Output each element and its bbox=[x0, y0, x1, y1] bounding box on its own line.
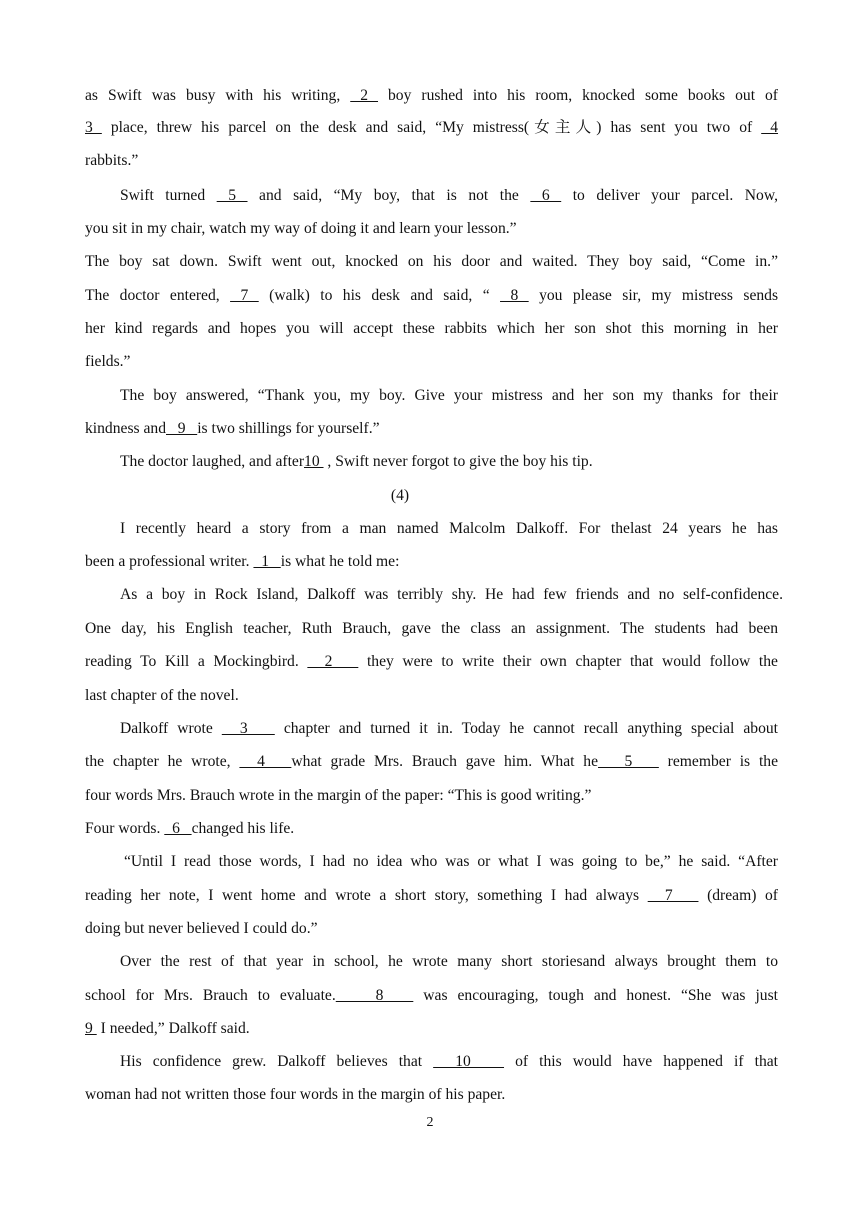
text-line bbox=[120, 952, 778, 972]
answer-blank: 4 bbox=[239, 753, 292, 770]
text-line bbox=[120, 519, 778, 539]
text-segment: The boy sat down. Swift went out, knocked on his door and waited. They boy said, “Come in.” bbox=[85, 253, 778, 270]
answer-blank: 5 bbox=[216, 187, 248, 204]
section-number bbox=[0, 486, 800, 506]
answer-blank: 3 bbox=[221, 720, 275, 737]
text-segment: The doctor entered, bbox=[85, 287, 231, 304]
text-line bbox=[85, 319, 778, 339]
text-line bbox=[120, 186, 778, 206]
text-segment: changed his life. bbox=[191, 820, 295, 837]
text-segment: doing but never believed I could do.” bbox=[85, 920, 318, 937]
text-line bbox=[85, 151, 778, 171]
text-segment: kindness and bbox=[85, 420, 166, 437]
text-segment: her kind regards and hopes you will accept these rabbits which her son shot this morning in her bbox=[85, 320, 778, 337]
answer-blank: 10 bbox=[304, 453, 324, 470]
text-segment: reading her note, I went home and wrote a short story, something I had always bbox=[85, 887, 648, 904]
text-segment: rabbits.” bbox=[85, 152, 139, 169]
text-line bbox=[120, 719, 778, 739]
text-line bbox=[85, 986, 778, 1006]
text-segment: last chapter of the novel. bbox=[85, 687, 239, 704]
text-segment: place, threw his parcel on the desk and said, “My mistress(女主人) has sent you two of bbox=[101, 119, 762, 136]
answer-blank: 7 bbox=[230, 287, 259, 304]
text-segment: (4) bbox=[390, 487, 410, 504]
text-line bbox=[85, 886, 778, 906]
answer-blank: 6 bbox=[530, 187, 562, 204]
text-line bbox=[85, 352, 778, 372]
text-line bbox=[120, 585, 783, 605]
text-line bbox=[85, 419, 778, 439]
text-segment: and said, “My boy, that is not the bbox=[247, 187, 531, 204]
text-segment: Four words. bbox=[85, 820, 165, 837]
text-line bbox=[85, 1019, 778, 1039]
text-segment: I recently heard a story from a man named Malcolm Dalkoff. For thelast 24 years he has bbox=[120, 520, 778, 537]
answer-blank: 9 bbox=[166, 420, 198, 437]
text-line bbox=[85, 86, 778, 106]
text-segment: boy rushed into his room, knocked some books out of bbox=[378, 87, 778, 104]
text-segment: Dalkoff wrote bbox=[120, 720, 222, 737]
text-segment: The boy answered, “Thank you, my boy. Give your mistress and her son my thanks for their bbox=[120, 387, 778, 404]
text-segment: His confidence grew. Dalkoff believes that bbox=[120, 1053, 434, 1070]
answer-blank: 6 bbox=[164, 820, 192, 837]
answer-blank: 9 bbox=[85, 1020, 97, 1037]
text-segment: is two shillings for yourself.” bbox=[197, 420, 380, 437]
text-segment: is what he told me: bbox=[280, 553, 400, 570]
text-segment: you please sir, my mistress sends bbox=[528, 287, 779, 304]
page-number: 2 bbox=[426, 1115, 434, 1130]
text-line bbox=[85, 786, 778, 806]
answer-blank: 8 bbox=[500, 287, 529, 304]
text-line bbox=[85, 552, 778, 572]
text-line bbox=[85, 819, 778, 839]
text-line bbox=[85, 619, 778, 639]
text-segment: was encouraging, tough and honest. “She was just bbox=[413, 987, 778, 1004]
text-line bbox=[85, 919, 778, 939]
text-line bbox=[85, 252, 778, 272]
answer-blank: 10 bbox=[433, 1053, 505, 1070]
answer-blank: 4 bbox=[761, 119, 779, 136]
text-line bbox=[85, 652, 778, 672]
answer-blank: 2 bbox=[307, 653, 359, 670]
answer-blank: 2 bbox=[350, 87, 379, 104]
text-segment: fields.” bbox=[85, 353, 131, 370]
text-segment: As a boy in Rock Island, Dalkoff was terribly shy. He had few friends and no self-confidence. bbox=[120, 586, 783, 603]
text-line bbox=[85, 686, 778, 706]
text-segment: Swift turned bbox=[120, 187, 217, 204]
text-segment: woman had not written those four words in the margin of his paper. bbox=[85, 1086, 506, 1103]
text-line bbox=[85, 286, 778, 306]
answer-blank: 1 bbox=[253, 553, 281, 570]
text-segment: of this would have happened if that bbox=[504, 1053, 778, 1070]
text-segment: (dream) of bbox=[698, 887, 778, 904]
text-line bbox=[85, 219, 778, 239]
text-segment: “Until I read those words, I had no idea who was or what I was going to be,” he said. “After bbox=[124, 853, 778, 870]
text-segment: the chapter he wrote, bbox=[85, 753, 240, 770]
text-line bbox=[120, 1052, 778, 1072]
text-line bbox=[85, 752, 778, 772]
text-segment: , Swift never forgot to give the boy his tip. bbox=[323, 453, 593, 470]
text-segment: One day, his English teacher, Ruth Brauch, gave the class an assignment. The students had been bbox=[85, 620, 778, 637]
text-segment: Over the rest of that year in school, he wrote many short storiesand always brought them to bbox=[120, 953, 778, 970]
text-segment: four words Mrs. Brauch wrote in the margin of the paper: “This is good writing.” bbox=[85, 787, 592, 804]
text-segment: to deliver your parcel. Now, bbox=[561, 187, 778, 204]
text-line bbox=[120, 452, 778, 472]
text-segment: reading To Kill a Mockingbird. bbox=[85, 653, 308, 670]
text-segment: been a professional writer. bbox=[85, 553, 254, 570]
text-line bbox=[85, 118, 778, 138]
text-segment: remember is the bbox=[658, 753, 779, 770]
text-segment: (walk) to his desk and said, “ bbox=[258, 287, 501, 304]
answer-blank: 8 bbox=[335, 987, 414, 1004]
text-line bbox=[124, 852, 778, 872]
text-segment: as Swift was busy with his writing, bbox=[85, 87, 351, 104]
text-segment: The doctor laughed, and after bbox=[120, 453, 305, 470]
answer-blank: 7 bbox=[647, 887, 699, 904]
text-segment: they were to write their own chapter that would follow the bbox=[358, 653, 778, 670]
text-segment: what grade Mrs. Brauch gave him. What he bbox=[291, 753, 599, 770]
text-segment: you sit in my chair, watch my way of doing it and learn your lesson.” bbox=[85, 220, 517, 237]
text-segment: chapter and turned it in. Today he cannot recall anything special about bbox=[274, 720, 779, 737]
answer-blank: 3 bbox=[85, 119, 102, 136]
text-segment: school for Mrs. Brauch to evaluate. bbox=[85, 987, 336, 1004]
answer-blank: 5 bbox=[598, 753, 659, 770]
text-segment: I needed,” Dalkoff said. bbox=[96, 1020, 250, 1037]
text-line bbox=[120, 386, 778, 406]
text-line bbox=[85, 1085, 778, 1105]
